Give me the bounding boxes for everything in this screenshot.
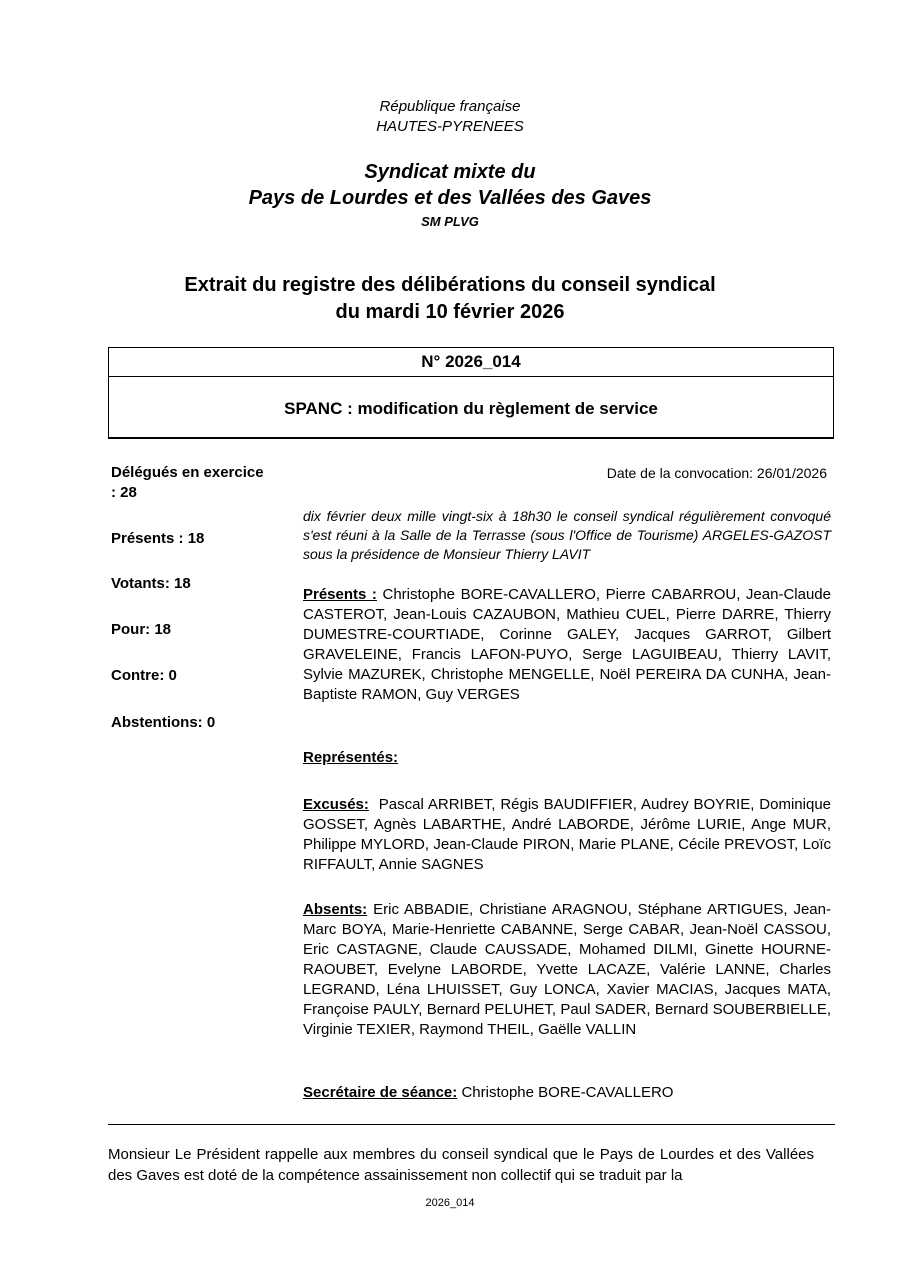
excused-section bbox=[303, 795, 831, 875]
delegates-count bbox=[111, 463, 281, 503]
republic-header bbox=[0, 97, 900, 137]
body-paragraph: Monsieur Le Président rappelle aux membres du conseil syndical que le Pays de Lourdes et des Vallées des Gaves est doté de la compétence assainissement non collectif qui se traduit par la bbox=[108, 1146, 814, 1184]
presents-count: Présents : 18 bbox=[111, 530, 205, 547]
absent-label: Absents: bbox=[303, 901, 368, 918]
absent-section bbox=[303, 900, 831, 1040]
presents-list: Christophe BORE-CAVALLERO, Pierre CABARROU, Jean-Claude CASTEROT, Jean-Louis CAZAUBON, Mathieu CUEL, Pierre DARRE, Thierry DUMESTRE-COURTIADE, Corinne GALEY, Jacques GARROT, Gilbert GRAVELEINE, Francis LAFON-PUYO, Serge LAGUIBEAU, Thierry LAVIT, Sylvie MAZUREK, Christophe MENGELLE, Noël PEREIRA DA CUNHA, Jean-Baptiste RAMON, Guy VERGES bbox=[303, 586, 831, 703]
represented-section bbox=[303, 748, 831, 768]
delegates-value: : 28 bbox=[111, 484, 137, 501]
deliberation-subject: SPANC : modification du règlement de service bbox=[284, 399, 658, 418]
secretary-name: Christophe BORE-CAVALLERO bbox=[461, 1084, 674, 1101]
absent-list: Eric ABBADIE, Christiane ARAGNOU, Stéphane ARTIGUES, Jean-Marc BOYA, Marie-Henriette CABANNE, Serge CABAR, Jean-Noël CASSOU, Eric CASTAGNE, Claude CAUSSADE, Mohamed DILMI, Ginette HOURNE-RAOUBET, Evelyne LABORDE, Yvette LACAZE, Valérie LANNE, Charles LEGRAND, Léna LHUISSET, Guy LONCA, Xavier MACIAS, Jacques MATA, Françoise PAULY, Bernard PELUHET, Paul SADER, Bernard SOUBERBIELLE, Virginie TEXIER, Raymond THEIL, Gaëlle VALLIN bbox=[303, 901, 831, 1038]
represented-label: Représentés: bbox=[303, 749, 399, 766]
delegates-label: Délégués en exercice bbox=[111, 464, 264, 481]
abstentions-count: Abstentions: 0 bbox=[111, 714, 216, 731]
secretary-section bbox=[303, 1083, 831, 1103]
excused-label: Excusés: bbox=[303, 796, 369, 813]
votants-count: Votants: 18 bbox=[111, 575, 191, 592]
contre-count: Contre: 0 bbox=[111, 667, 177, 684]
page-footer: 2026_014 bbox=[425, 1197, 475, 1209]
deliberation-box bbox=[108, 347, 834, 439]
department-label: HAUTES-PYRENEES bbox=[376, 118, 524, 135]
pour-count: Pour: 18 bbox=[111, 621, 172, 638]
presents-label: Présents : bbox=[303, 586, 377, 603]
deliberation-number: N° 2026_014 bbox=[109, 348, 833, 377]
secretary-label: Secrétaire de séance: bbox=[303, 1084, 458, 1101]
convocation-date: Date de la convocation: 26/01/2026 bbox=[606, 465, 827, 481]
section-divider bbox=[108, 1124, 835, 1125]
presents-section bbox=[303, 585, 831, 705]
republic-label: République française bbox=[379, 98, 521, 115]
syndicat-title-line1: Syndicat mixte du bbox=[364, 161, 536, 183]
syndicat-title bbox=[0, 159, 900, 211]
extract-title bbox=[0, 272, 900, 326]
excused-list: Pascal ARRIBET, Régis BAUDIFFIER, Audrey BOYRIE, Dominique GOSSET, Agnès LABARTHE, André LABORDE, Jérôme LURIE, Ange MUR, Philippe MYLORD, Jean-Claude PIRON, Marie PLANE, Cécile PREVOST, Loïc RIFFAULT, Annie SAGNES bbox=[303, 796, 831, 873]
meeting-intro: dix février deux mille vingt-six à 18h30 le conseil syndical régulièrement convoqué s'est réuni à la Salle de la Terrasse (sous l'Office de Tourisme) ARGELES-GAZOST sous la présidence de Monsieur Thierry LAVIT bbox=[303, 508, 831, 562]
extract-title-line2: du mardi 10 février 2026 bbox=[335, 301, 565, 323]
syndicat-title-line2: Pays de Lourdes et des Vallées des Gaves bbox=[248, 187, 652, 209]
extract-title-line1: Extrait du registre des délibérations du conseil syndical bbox=[184, 274, 716, 296]
acronym: SM PLVG bbox=[421, 214, 479, 229]
